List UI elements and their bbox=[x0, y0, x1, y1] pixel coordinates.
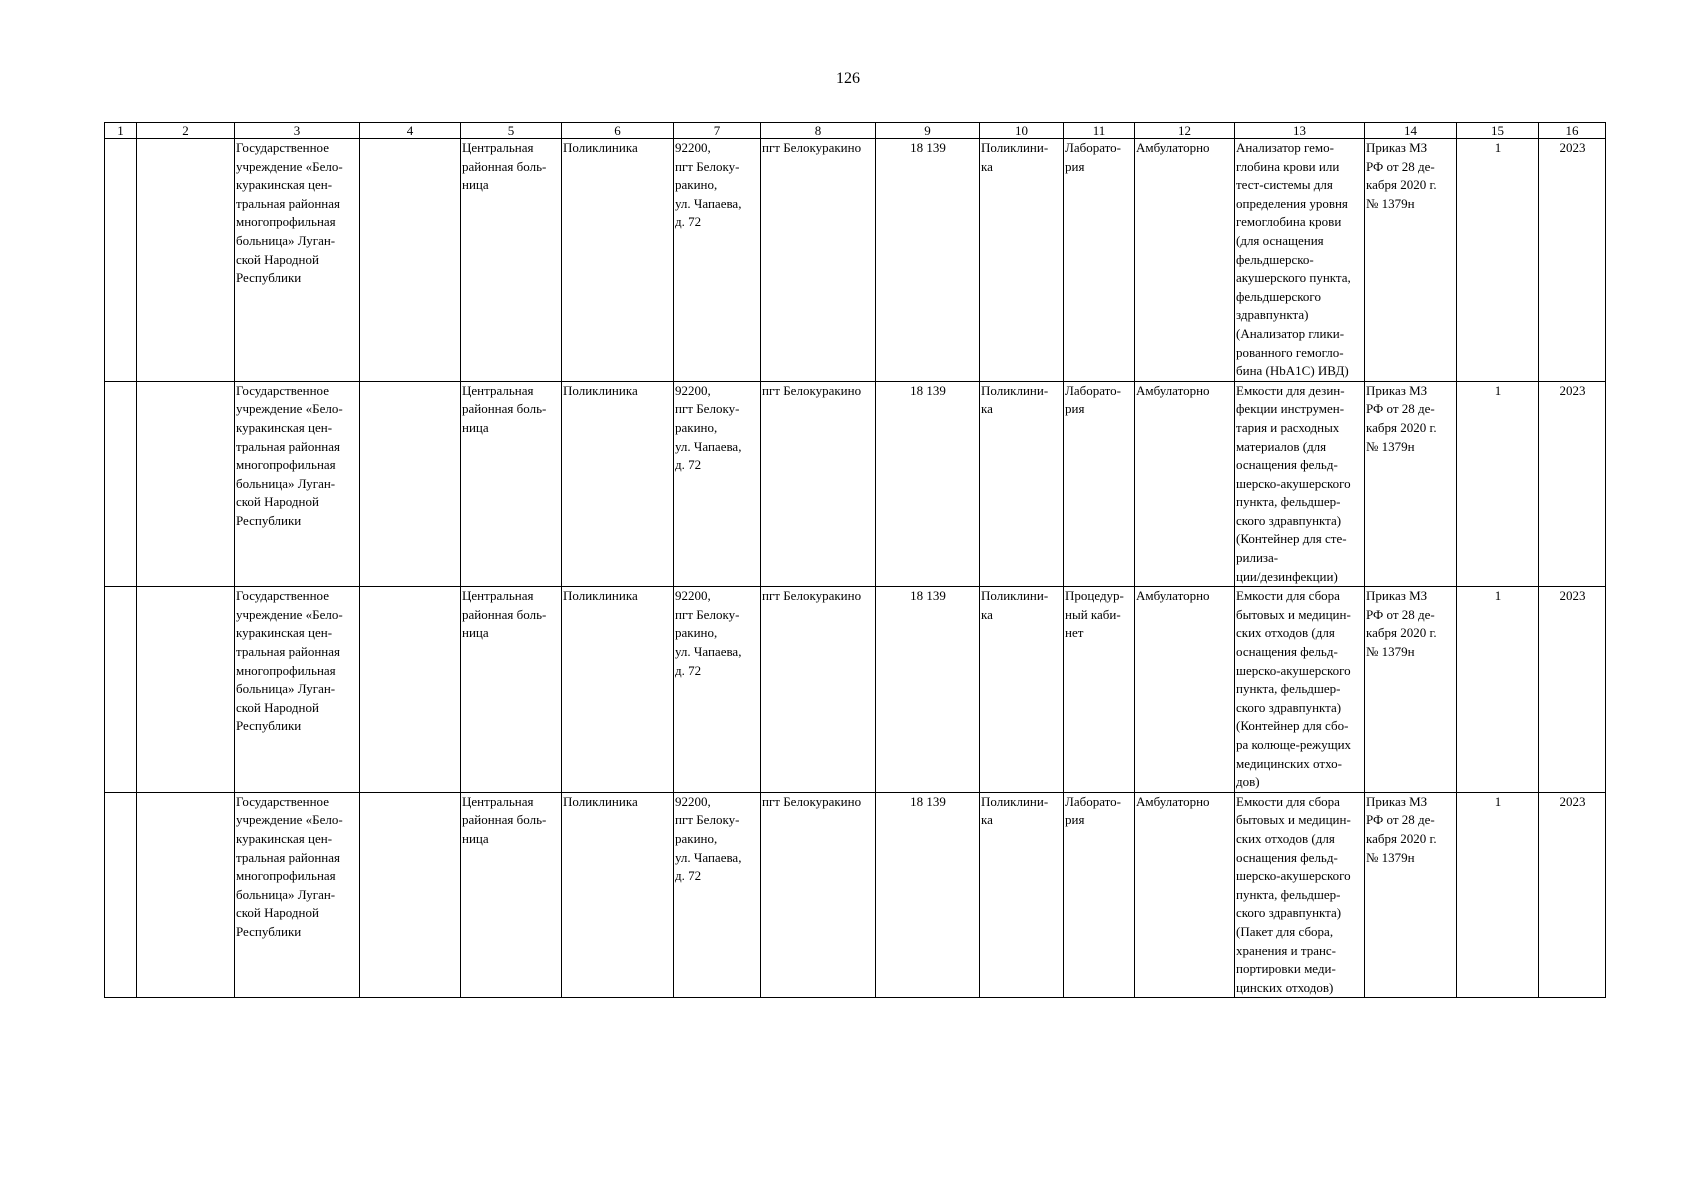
table-row bbox=[105, 381, 1606, 587]
cell-col1 bbox=[105, 381, 137, 587]
cell-col1 bbox=[105, 792, 137, 998]
cell-col2 bbox=[137, 381, 235, 587]
header-cell: 8 bbox=[761, 123, 876, 139]
cell-equipment: Емкости для дезин- фекции инструмен- тария и расходных материалов (для оснащения фельд- шерско-акушерского пункта, фельдшер- ского здравпункта) (Контейнер для сте- рилиза- ции/дезинфекции) bbox=[1235, 381, 1365, 587]
table-row bbox=[105, 139, 1606, 382]
header-cell: 13 bbox=[1235, 123, 1365, 139]
cell-subdivision: Поликлини- ка bbox=[980, 587, 1064, 793]
header-cell: 6 bbox=[562, 123, 674, 139]
cell-address: 92200, пгт Белоку- ракино, ул. Чапаева, д. 72 bbox=[674, 587, 761, 793]
cell-settlement: пгт Белокуракино bbox=[761, 792, 876, 998]
cell-unit: Поликлиника bbox=[562, 587, 674, 793]
cell-order: Приказ МЗ РФ от 28 де- кабря 2020 г. № 1379н bbox=[1365, 139, 1457, 382]
cell-year: 2023 bbox=[1539, 381, 1606, 587]
cell-address: 92200, пгт Белоку- ракино, ул. Чапаева, д. 72 bbox=[674, 792, 761, 998]
cell-equipment: Емкости для сбора бытовых и медицин- ских отходов (для оснащения фельд- шерско-акушерского пункта, фельдшер- ского здравпункта) (Пакет для сбора, хранения и транс- портировки меди- цинских отходов) bbox=[1235, 792, 1365, 998]
cell-quantity: 1 bbox=[1457, 792, 1539, 998]
cell-year: 2023 bbox=[1539, 139, 1606, 382]
cell-col1 bbox=[105, 139, 137, 382]
cell-year: 2023 bbox=[1539, 792, 1606, 998]
cell-population: 18 139 bbox=[876, 139, 980, 382]
header-cell: 2 bbox=[137, 123, 235, 139]
cell-col2 bbox=[137, 139, 235, 382]
cell-col4 bbox=[360, 587, 461, 793]
header-cell: 4 bbox=[360, 123, 461, 139]
cell-order: Приказ МЗ РФ от 28 де- кабря 2020 г. № 1379н bbox=[1365, 587, 1457, 793]
equipment-table bbox=[104, 122, 1606, 998]
cell-room: Лаборато- рия bbox=[1064, 139, 1135, 382]
header-cell: 3 bbox=[235, 123, 360, 139]
header-cell: 15 bbox=[1457, 123, 1539, 139]
cell-institution: Государственное учреждение «Бело- куракинская цен- тральная районная многопрофильная больница» Луган- ской Народной Республики bbox=[235, 792, 360, 998]
cell-col4 bbox=[360, 381, 461, 587]
cell-unit: Поликлиника bbox=[562, 792, 674, 998]
cell-unit: Поликлиника bbox=[562, 381, 674, 587]
cell-care-mode: Амбулаторно bbox=[1135, 139, 1235, 382]
cell-settlement: пгт Белокуракино bbox=[761, 587, 876, 793]
cell-facility-type: Центральная районная боль- ница bbox=[461, 792, 562, 998]
cell-settlement: пгт Белокуракино bbox=[761, 381, 876, 587]
header-cell: 5 bbox=[461, 123, 562, 139]
cell-quantity: 1 bbox=[1457, 381, 1539, 587]
cell-col4 bbox=[360, 792, 461, 998]
cell-population: 18 139 bbox=[876, 587, 980, 793]
cell-address: 92200, пгт Белоку- ракино, ул. Чапаева, д. 72 bbox=[674, 139, 761, 382]
cell-population: 18 139 bbox=[876, 792, 980, 998]
cell-room: Лаборато- рия bbox=[1064, 792, 1135, 998]
cell-facility-type: Центральная районная боль- ница bbox=[461, 381, 562, 587]
cell-col2 bbox=[137, 792, 235, 998]
cell-quantity: 1 bbox=[1457, 139, 1539, 382]
cell-facility-type: Центральная районная боль- ница bbox=[461, 587, 562, 793]
cell-order: Приказ МЗ РФ от 28 де- кабря 2020 г. № 1379н bbox=[1365, 381, 1457, 587]
cell-order: Приказ МЗ РФ от 28 де- кабря 2020 г. № 1379н bbox=[1365, 792, 1457, 998]
cell-year: 2023 bbox=[1539, 587, 1606, 793]
header-row bbox=[105, 123, 1606, 139]
cell-subdivision: Поликлини- ка bbox=[980, 381, 1064, 587]
cell-quantity: 1 bbox=[1457, 587, 1539, 793]
cell-facility-type: Центральная районная боль- ница bbox=[461, 139, 562, 382]
cell-room: Процедур- ный каби- нет bbox=[1064, 587, 1135, 793]
table-row bbox=[105, 792, 1606, 998]
cell-settlement: пгт Белокуракино bbox=[761, 139, 876, 382]
cell-unit: Поликлиника bbox=[562, 139, 674, 382]
cell-subdivision: Поликлини- ка bbox=[980, 139, 1064, 382]
header-cell: 11 bbox=[1064, 123, 1135, 139]
cell-care-mode: Амбулаторно bbox=[1135, 587, 1235, 793]
cell-col4 bbox=[360, 139, 461, 382]
cell-care-mode: Амбулаторно bbox=[1135, 792, 1235, 998]
cell-institution: Государственное учреждение «Бело- куракинская цен- тральная районная многопрофильная больница» Луган- ской Народной Республики bbox=[235, 139, 360, 382]
cell-col2 bbox=[137, 587, 235, 793]
cell-address: 92200, пгт Белоку- ракино, ул. Чапаева, д. 72 bbox=[674, 381, 761, 587]
header-cell: 7 bbox=[674, 123, 761, 139]
cell-care-mode: Амбулаторно bbox=[1135, 381, 1235, 587]
header-cell: 12 bbox=[1135, 123, 1235, 139]
header-cell: 16 bbox=[1539, 123, 1606, 139]
table-row bbox=[105, 587, 1606, 793]
header-cell: 9 bbox=[876, 123, 980, 139]
cell-equipment: Емкости для сбора бытовых и медицин- ских отходов (для оснащения фельд- шерско-акушерского пункта, фельдшер- ского здравпункта) (Контейнер для сбо- ра колюще-режущих медицинских отхо- дов) bbox=[1235, 587, 1365, 793]
page-number: 126 bbox=[836, 70, 860, 87]
cell-col1 bbox=[105, 587, 137, 793]
cell-population: 18 139 bbox=[876, 381, 980, 587]
header-cell: 14 bbox=[1365, 123, 1457, 139]
cell-institution: Государственное учреждение «Бело- куракинская цен- тральная районная многопрофильная больница» Луган- ской Народной Республики bbox=[235, 587, 360, 793]
cell-subdivision: Поликлини- ка bbox=[980, 792, 1064, 998]
cell-equipment: Анализатор гемо- глобина крови или тест-системы для определения уровня гемоглобина крови (для оснащения фельдшерско- акушерского пункта, фельдшерского здравпункта) (Анализатор глики- рованного гемогло- бина (HbA1C) ИВД) bbox=[1235, 139, 1365, 382]
cell-room: Лаборато- рия bbox=[1064, 381, 1135, 587]
header-cell: 1 bbox=[105, 123, 137, 139]
header-cell: 10 bbox=[980, 123, 1064, 139]
cell-institution: Государственное учреждение «Бело- куракинская цен- тральная районная многопрофильная больница» Луган- ской Народной Республики bbox=[235, 381, 360, 587]
